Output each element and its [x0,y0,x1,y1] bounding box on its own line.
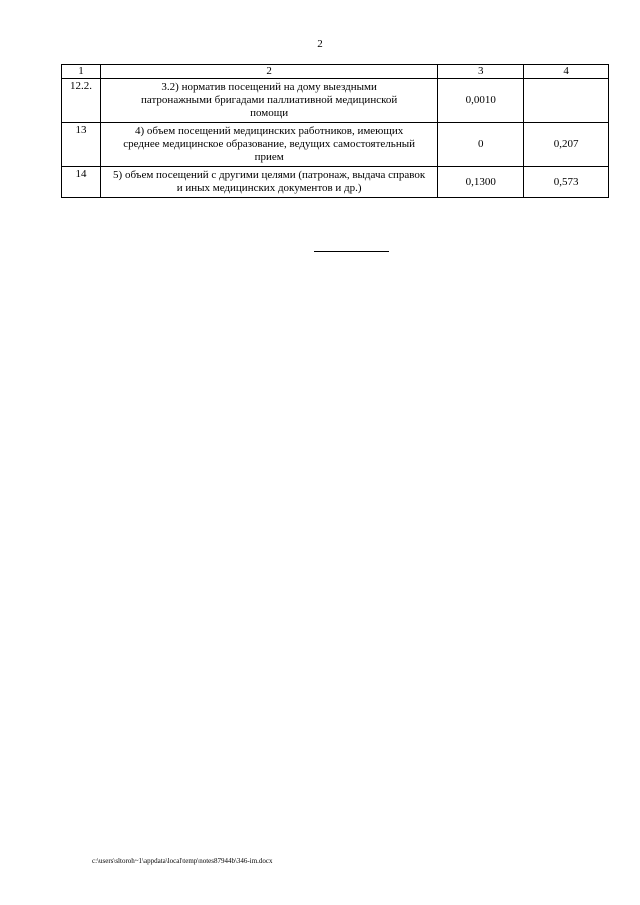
table-row [62,167,609,198]
table-body [62,79,609,198]
row-number: 14 [62,167,101,198]
header-col-2: 2 [100,65,437,79]
table-header [62,65,609,79]
data-table [61,64,609,198]
row-number: 13 [62,123,101,167]
row-value-col3: 0,1300 [438,167,524,198]
page-number: 2 [317,38,323,50]
table-row [62,79,609,123]
footer-file-path: c:\users\sltoroh~1\appdata\local\temp\notes87944b\346-im.docx [92,857,273,865]
row-number: 12.2. [62,79,101,123]
table-row [62,123,609,167]
row-description: 4) объем посещений медицинских работников, имеющих среднее медицинское образование, ведущих самостоятельный прием [100,123,437,167]
row-value-col4: 0,207 [524,123,609,167]
row-description: 3.2) норматив посещений на дому выездными патронажными бригадами паллиативной медицинской помощи [100,79,437,123]
header-row [62,65,609,79]
header-col-1: 1 [62,65,101,79]
row-value-col3: 0 [438,123,524,167]
row-value-col4 [524,79,609,123]
row-value-col4: 0,573 [524,167,609,198]
header-col-4: 4 [524,65,609,79]
end-separator-line [314,251,389,252]
row-description: 5) объем посещений с другими целями (патронаж, выдача справок и иных медицинских документов и др.) [100,167,437,198]
row-value-col3: 0,0010 [438,79,524,123]
header-col-3: 3 [438,65,524,79]
